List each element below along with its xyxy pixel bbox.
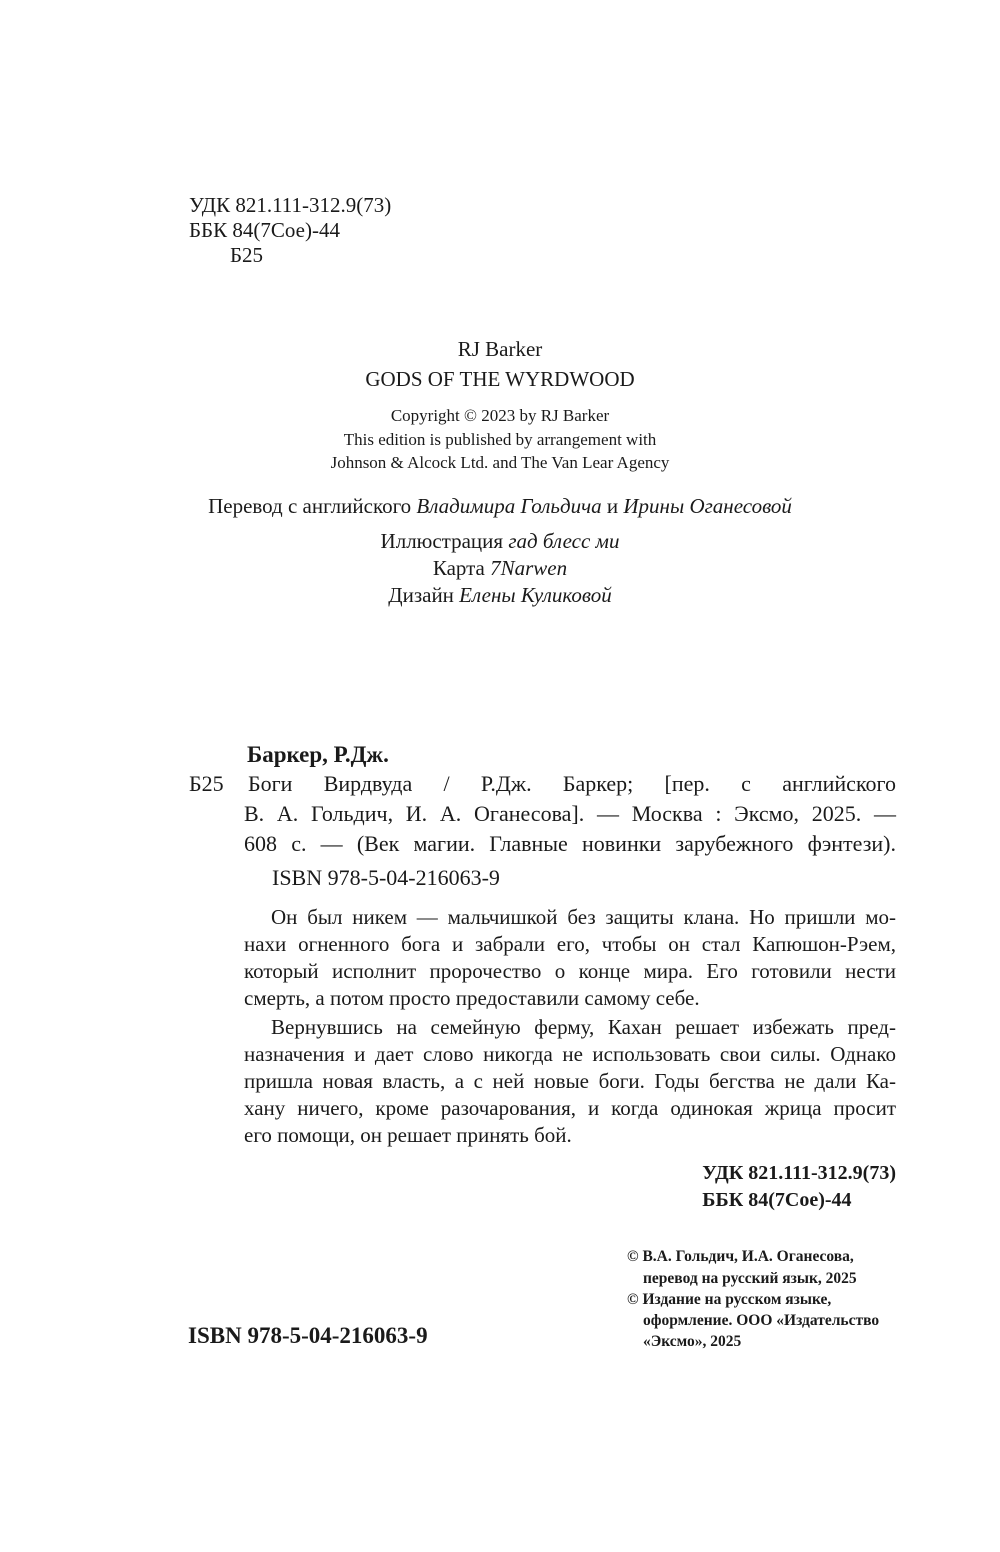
annotation-p1-line-2: нахи огненного бога и забрали его, чтобы он стал Капюшон-Рэем, bbox=[244, 932, 896, 956]
translation-credit bbox=[0, 494, 1000, 518]
map-credit bbox=[0, 556, 1000, 580]
copyright-edition-3: «Эксмо», 2025 bbox=[643, 1333, 742, 1350]
map-label: Карта bbox=[432, 556, 491, 580]
copyright-line: Copyright © 2023 by RJ Barker bbox=[390, 406, 610, 425]
annotation-p2-line-1: Вернувшись на семейную ферму, Кахан решает избежать пред- bbox=[271, 1015, 896, 1039]
copyright-edition-1: © Издание на русском языке, bbox=[627, 1291, 832, 1308]
copyright-translation-2: перевод на русский язык, 2025 bbox=[643, 1270, 857, 1287]
copyright-translation-1: © В.А. Гольдич, И.А. Оганесова, bbox=[627, 1248, 854, 1265]
original-author: RJ Barker bbox=[457, 337, 543, 361]
udk-code-top: УДК 821.111-312.9(73) bbox=[189, 193, 392, 217]
edition-line-1: This edition is published by arrangement with bbox=[343, 430, 657, 449]
original-title: GODS OF THE WYRDWOOD bbox=[365, 367, 635, 391]
illustration-label: Иллюстрация bbox=[380, 529, 509, 553]
bbk-code-bottom: ББК 84(7Сое)-44 bbox=[702, 1189, 852, 1211]
catalog-isbn: ISBN 978-5-04-216063-9 bbox=[272, 865, 500, 890]
illustration-by: гад блесс ми bbox=[508, 529, 620, 553]
translation-and: и bbox=[601, 494, 624, 518]
translation-prefix: Перевод с английского bbox=[208, 494, 417, 518]
isbn-bottom: ISBN 978-5-04-216063-9 bbox=[188, 1323, 428, 1348]
bbk-code-top: ББК 84(7Сое)-44 bbox=[189, 218, 340, 242]
design-by: Елены Куликовой bbox=[459, 583, 612, 607]
map-by: 7Narwen bbox=[490, 556, 568, 580]
annotation-p2-line-2: назначения и дает слово никогда не использовать свои силы. Однако bbox=[244, 1042, 896, 1066]
annotation-p2-line-5: его помощи, он решает принять бой. bbox=[244, 1123, 572, 1147]
catalog-line-3: 608 с. — (Век магии. Главные новинки зарубежного фэнтези). bbox=[244, 831, 896, 856]
illustration-credit bbox=[0, 529, 1000, 553]
annotation-p1-line-3: который исполнит пророчество о конце мира. Его готовили нести bbox=[244, 959, 896, 983]
design-credit bbox=[0, 583, 1000, 607]
bottom-codes bbox=[702, 1160, 896, 1214]
annotation-p1-line-1: Он был никем — мальчишкой без защиты клана. Но пришли мо- bbox=[271, 905, 896, 929]
annotation-p2-line-4: хану ничего, кроме разочарования, и когда одинокая жрица просит bbox=[244, 1096, 896, 1120]
author-sign-top: Б25 bbox=[230, 243, 264, 267]
annotation-p1-line-4: смерть, а потом просто предоставили самому себе. bbox=[244, 986, 700, 1010]
copyright-edition-2: оформление. ООО «Издательство bbox=[643, 1312, 880, 1329]
annotation-p2-line-3: пришла новая власть, а с ней новые боги. Годы бегства не дали Ка- bbox=[244, 1069, 896, 1093]
udk-code-bottom: УДК 821.111-312.9(73) bbox=[702, 1162, 896, 1184]
translator-2: Ирины Оганесовой bbox=[623, 494, 792, 518]
catalog-line-1: Боги Вирдвуда / Р.Дж. Баркер; [пер. с английского bbox=[248, 771, 896, 796]
edition-line-2: Johnson & Alcock Ltd. and The Van Lear Agency bbox=[330, 453, 670, 472]
design-label: Дизайн bbox=[388, 583, 460, 607]
translator-1: Владимира Гольдича bbox=[416, 494, 602, 518]
catalog-author-sign: Б25 bbox=[189, 771, 224, 796]
catalog-line-2: В. А. Гольдич, И. А. Оганесова]. — Москва : Эксмо, 2025. — bbox=[244, 801, 896, 826]
catalog-heading: Баркер, Р.Дж. bbox=[247, 742, 389, 767]
